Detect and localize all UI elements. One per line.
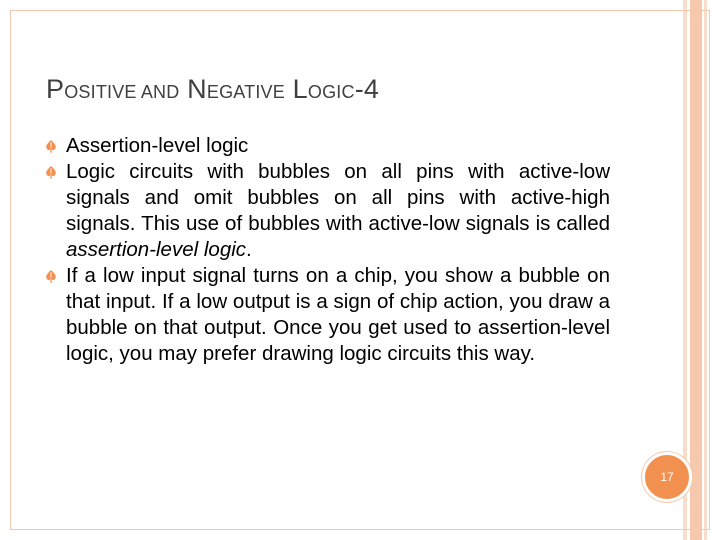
slide-title — [46, 74, 379, 105]
bullet-list — [44, 133, 610, 367]
title-rest-p: OSITIVE AND — [64, 82, 180, 102]
title-cap-p: P — [46, 74, 65, 104]
title-rest-l: OGIC — [307, 82, 355, 102]
spade-leaf-icon — [44, 269, 58, 283]
bullet-text: If a low input signal turns on a chip, you show a bubble on that input. If a low output is a sign of chip action, you draw a bubble on that output. Once you get used to assertion-level logic, you may prefer drawing logic circuits this way. — [66, 264, 610, 365]
list-item — [44, 133, 610, 159]
page-number-badge — [642, 452, 692, 502]
title-cap-n: N — [187, 74, 207, 104]
page-number: 17 — [660, 470, 674, 484]
list-item — [44, 159, 610, 263]
bullet-text: Assertion-level logic — [66, 134, 249, 157]
bullet-text-end: . — [246, 238, 252, 261]
list-item — [44, 263, 610, 367]
spade-leaf-icon — [44, 139, 58, 153]
bullet-text: Logic circuits with bubbles on all pins with active-low signals and omit bubbles on all pins with active-high signals. This use of bubbles with active-low signals is called — [66, 160, 610, 235]
bullet-emphasis: assertion-level logic — [66, 238, 247, 261]
spade-leaf-icon — [44, 165, 58, 179]
title-rest-n: EGATIVE — [206, 82, 285, 102]
title-suffix: -4 — [354, 74, 380, 104]
title-cap-l: L — [292, 74, 308, 104]
